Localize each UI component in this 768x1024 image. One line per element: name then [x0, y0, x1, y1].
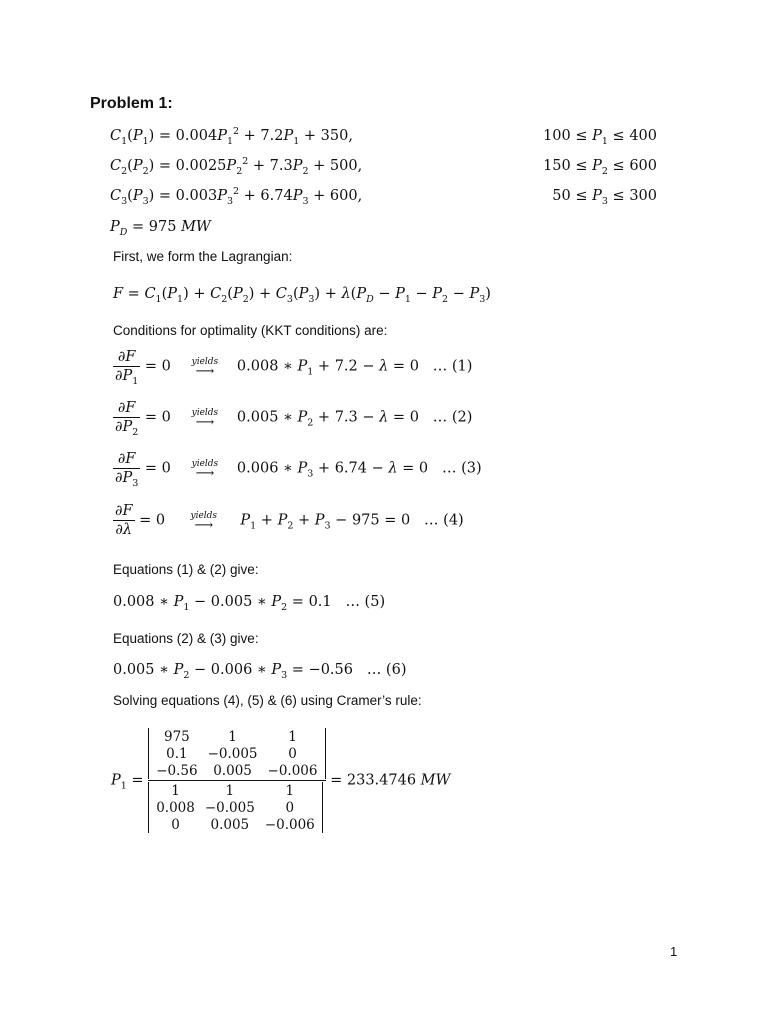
kkt-equation-1: $\frac{\partial F}{\partial P_1}$ = 0 yields ⟶ 0.008 ∗ $P_1 + 7.2 - \lambda = 0$ … (1) — [115, 349, 473, 387]
cost-function-2: $C_2(P_2) = 0.0025P_2^2 + 7.3P_2 + 500$, — [110, 156, 363, 177]
determinant-row — [151, 762, 322, 779]
determinant-cell: 1 — [288, 728, 297, 745]
cramer-result: 233.4746 — [346, 772, 417, 789]
determinant-cell: −0.005 — [207, 745, 258, 762]
yields-arrow: yields ⟶ — [190, 510, 218, 533]
yields-arrow: yields ⟶ — [191, 356, 219, 379]
determinant-row — [151, 816, 320, 833]
determinant-cell: 1 — [228, 728, 237, 745]
determinant-cell: −0.006 — [267, 762, 318, 779]
determinant-cell: 1 — [225, 782, 235, 799]
yields-arrow: yields ⟶ — [191, 407, 219, 430]
cost-function-1: $C_1(P_1) = 0.004P_1^2 + 7.2P_1 + 350$, — [110, 126, 353, 147]
yields-arrow: yields ⟶ — [191, 458, 219, 481]
determinant-row — [151, 799, 320, 816]
kkt-equation-4: $\frac{\partial F}{\partial\lambda}$ = 0 yields ⟶ $P_1 + P_2 + P_3 - 975 = 0$ … (4) — [115, 503, 464, 538]
cost-function-3: $C_3(P_3) = 0.003P_3^2 + 6.74P_3 + 600$, — [110, 186, 363, 207]
cramer-intro: Solving equations (4), (5) & (6) using Cramer’s rule: — [113, 693, 422, 708]
determinant-cell: 0.005 — [213, 762, 252, 779]
kkt-equation-2: $\frac{\partial F}{\partial P_2}$ = 0 yields ⟶ 0.005 ∗ $P_2 + 7.3 - \lambda = 0$ … (2) — [115, 400, 473, 438]
denominator-determinant — [148, 782, 323, 833]
determinant-row — [151, 745, 322, 762]
lagrangian-equation: $F = C_1(P_1) + C_2(P_2) + C_3(P_3) + \lambda(P_D - P_1 - P_2 - P_3)$ — [113, 286, 491, 305]
eq12-intro: Equations (1) & (2) give: — [113, 562, 259, 577]
constraint-3: $50 \le P_3 \le 300$ — [552, 188, 657, 207]
demand-equation: $P_D = 975$ MW — [110, 219, 211, 238]
determinant-cell: −0.006 — [264, 816, 315, 833]
determinant-cell: −0.56 — [156, 762, 198, 779]
determinant-cell: 0.1 — [166, 745, 188, 762]
determinant-cell: 1 — [285, 782, 295, 799]
determinant-cell: 1 — [171, 782, 180, 799]
cramer-solution: $P_1$ = 975 1 1 0.1 −0.005 0 −0.56 0.005 −0.006 1 1 1 0.008 −0.005 0 0 0.005 −0.006 = 233.4746 MW — [111, 728, 451, 833]
determinant-cell: −0.005 — [204, 799, 255, 816]
kkt-intro: Conditions for optimality (KKT conditions) are: — [113, 323, 388, 338]
constraint-2: $150 \le P_2 \le 600$ — [543, 158, 657, 177]
constraint-1: $100 \le P_1 \le 400$ — [543, 128, 657, 147]
determinant-cell: 0 — [285, 799, 295, 816]
eq23-intro: Equations (2) & (3) give: — [113, 631, 259, 646]
problem-heading: Problem 1: — [90, 95, 173, 112]
lagrangian-intro: First, we form the Lagrangian: — [113, 249, 293, 264]
determinant-cell: 0.008 — [156, 799, 195, 816]
equation-6: 0.005 ∗ $P_2 - 0.006$ ∗ $P_3 = -0.56$ … (6) — [113, 662, 407, 681]
determinant-cell: 0 — [288, 745, 297, 762]
determinant-cell: 975 — [163, 728, 190, 745]
numerator-determinant — [148, 728, 325, 779]
kkt-equation-3: $\frac{\partial F}{\partial P_3}$ = 0 yields ⟶ 0.006 ∗ $P_3 + 6.74 - \lambda = 0$ … (3) — [115, 451, 482, 489]
page-number: 1 — [670, 944, 678, 959]
cramer-fraction — [148, 728, 325, 833]
determinant-cell: 0 — [171, 816, 180, 833]
determinant-cell: 0.005 — [210, 816, 250, 833]
determinant-row — [151, 782, 320, 799]
equation-5: 0.008 ∗ $P_1 - 0.005$ ∗ $P_2 = 0.1$ … (5) — [113, 594, 386, 613]
determinant-row — [151, 728, 322, 745]
